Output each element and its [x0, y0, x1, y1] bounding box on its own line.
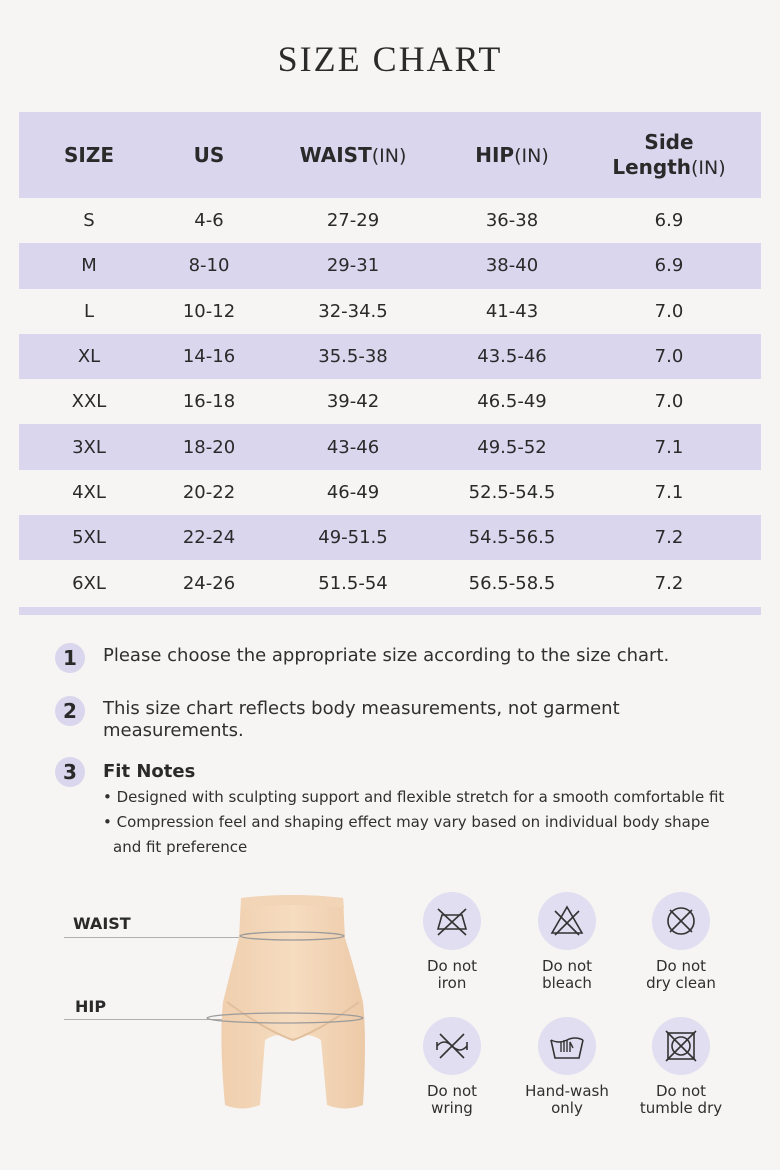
care-label-line1: Do not [541, 957, 593, 975]
cell-size: L [83, 300, 95, 322]
cell-side-length: 7.0 [577, 334, 761, 379]
table-bottom-band [19, 607, 761, 615]
header-waist-unit: (IN) [371, 145, 407, 167]
care-label-line2: iron [437, 974, 467, 992]
cell-size: 5XL [19, 515, 159, 560]
cell-waist: 32-34.5 [318, 300, 388, 322]
no-wring-icon [432, 1026, 472, 1066]
no-iron-icon [432, 901, 472, 941]
note-text-2: This size chart reflects body measurements, not garment measurements. [103, 698, 620, 741]
care-label-line1: Hand-wash [525, 1082, 609, 1100]
table-row [19, 424, 761, 469]
no-tumble-dry-icon [661, 1026, 701, 1066]
cell-us: 14-16 [159, 334, 259, 379]
cell-waist: 43-46 [259, 424, 447, 469]
cell-hip: 38-40 [447, 243, 577, 288]
no-bleach-icon [547, 901, 587, 941]
note-text-1: Please choose the appropriate size according to the size chart. [103, 645, 670, 666]
table-row [19, 560, 761, 605]
table-row [19, 379, 761, 424]
care-label-line1: Do not [426, 1082, 478, 1100]
header-length-label: Length [612, 154, 691, 179]
cell-size: S [83, 210, 95, 232]
header-size-label: SIZE [63, 143, 114, 167]
cell-side-length: 7.2 [654, 572, 684, 594]
table-row [19, 515, 761, 560]
note-number-2: 2 [55, 696, 85, 726]
cell-side-length: 7.1 [577, 424, 761, 469]
cell-us: 16-18 [182, 391, 236, 413]
cell-us: 8-10 [159, 243, 259, 288]
care-label-line1: Do not [655, 957, 707, 975]
fit-note-bullet: • Designed with sculpting support and flexible stretch for a smooth comfortable fit [103, 788, 725, 806]
cell-side-length: 7.0 [654, 391, 684, 413]
cell-side-length: 6.9 [654, 210, 684, 232]
care-label-line2: bleach [542, 974, 592, 992]
hand-wash-icon [547, 1026, 587, 1066]
cell-size: M [19, 243, 159, 288]
cell-waist: 29-31 [259, 243, 447, 288]
note-number-3: 3 [55, 757, 85, 787]
cell-us: 20-22 [182, 481, 236, 503]
cell-size: XXL [71, 391, 107, 413]
cell-hip: 52.5-54.5 [468, 481, 556, 503]
cell-side-length: 7.1 [654, 481, 684, 503]
table-row [19, 470, 761, 515]
care-label-line2: only [551, 1099, 583, 1117]
header-waist [259, 112, 447, 198]
fit-notes-title: Fit Notes [103, 761, 196, 782]
header-side-label: Side [644, 129, 694, 154]
care-label-line2: wring [431, 1099, 473, 1117]
table-row [19, 334, 761, 379]
care-item-no-dry-clean [621, 892, 741, 992]
hip-label: HIP [75, 997, 107, 1016]
cell-hip: 49.5-52 [447, 424, 577, 469]
cell-waist: 49-51.5 [259, 515, 447, 560]
table-row [19, 289, 761, 334]
hip-guide-line [64, 1019, 224, 1020]
care-item-hand-wash [507, 1017, 627, 1117]
cell-waist: 39-42 [326, 391, 380, 413]
cell-size: 6XL [72, 572, 106, 594]
care-item-no-tumble-dry [621, 1017, 741, 1117]
care-item-no-wring [392, 1017, 512, 1117]
header-hip-label: HIP [475, 143, 515, 167]
cell-side-length: 7.0 [654, 300, 684, 322]
header-us-label: US [193, 143, 225, 167]
care-label-line2: dry clean [646, 974, 716, 992]
fit-note-bullet: • Compression feel and shaping effect may vary based on individual body shape and fit preference [103, 813, 710, 856]
care-label-line1: Do not [655, 1082, 707, 1100]
cell-us: 4-6 [194, 210, 224, 232]
header-us [159, 112, 259, 198]
cell-side-length: 6.9 [577, 243, 761, 288]
cell-size: 4XL [72, 481, 106, 503]
cell-hip: 43.5-46 [447, 334, 577, 379]
cell-us: 22-24 [159, 515, 259, 560]
cell-hip: 54.5-56.5 [447, 515, 577, 560]
page-title: SIZE CHART [277, 39, 503, 79]
note-number-1: 1 [55, 643, 85, 673]
header-side-length [577, 112, 761, 198]
cell-side-length: 7.2 [577, 515, 761, 560]
header-size [19, 112, 159, 198]
cell-hip: 56.5-58.5 [468, 572, 556, 594]
cell-hip: 41-43 [485, 300, 539, 322]
care-item-no-iron [392, 892, 512, 992]
cell-waist: 35.5-38 [259, 334, 447, 379]
cell-waist: 51.5-54 [318, 572, 388, 594]
fit-notes [103, 761, 753, 860]
header-waist-label: WAIST [299, 143, 372, 167]
cell-size: 3XL [19, 424, 159, 469]
care-item-no-bleach [507, 892, 627, 992]
waist-label: WAIST [73, 914, 131, 933]
size-chart-table [19, 112, 761, 606]
cell-waist: 27-29 [326, 210, 380, 232]
cell-hip: 46.5-49 [477, 391, 547, 413]
no-dry-clean-icon [661, 901, 701, 941]
cell-hip: 36-38 [485, 210, 539, 232]
cell-size: XL [19, 334, 159, 379]
shapewear-shorts-image [205, 890, 380, 1115]
cell-us: 10-12 [182, 300, 236, 322]
care-label-line2: tumble dry [639, 1099, 723, 1117]
cell-us: 18-20 [159, 424, 259, 469]
table-header-row [19, 112, 761, 198]
header-hip [447, 112, 577, 198]
cell-waist: 46-49 [326, 481, 380, 503]
cell-us: 24-26 [182, 572, 236, 594]
table-row [19, 198, 761, 243]
header-hip-unit: (IN) [514, 145, 549, 167]
header-side-length-unit: (IN) [691, 156, 726, 179]
care-label-line1: Do not [426, 957, 478, 975]
table-row [19, 243, 761, 288]
